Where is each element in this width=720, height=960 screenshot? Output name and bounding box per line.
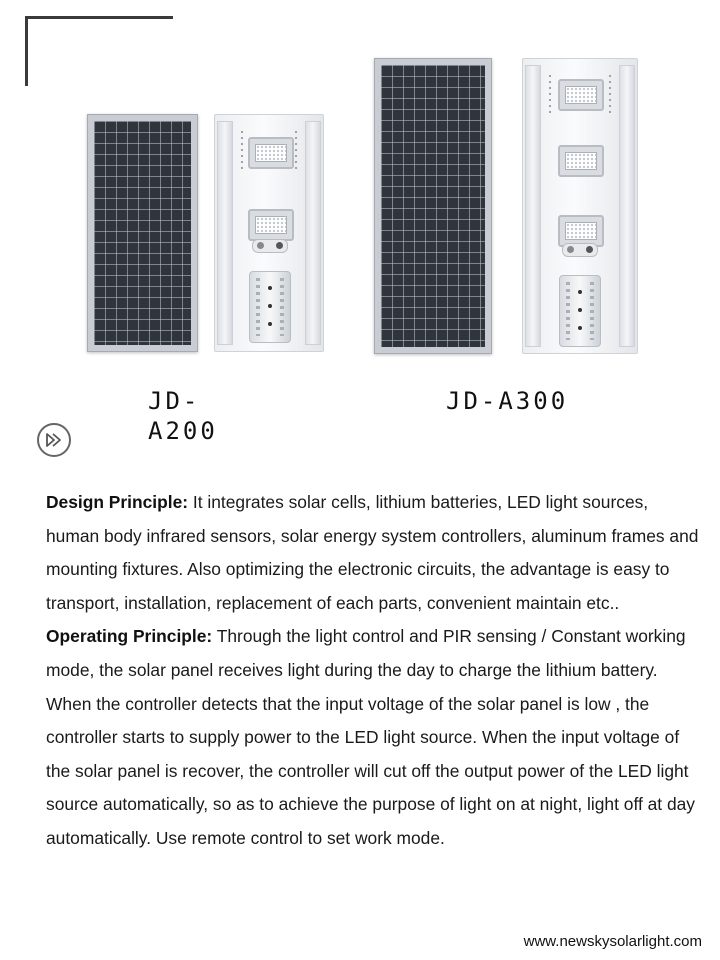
pir-sensor-icon: [562, 243, 598, 257]
operating-principle-paragraph: [46, 620, 706, 855]
led-module-icon: [248, 209, 294, 241]
design-principle-heading: Design Principle:: [46, 492, 189, 512]
model-label-line: JD-A300: [446, 387, 569, 415]
lamp-housing-image: [522, 58, 638, 354]
mounting-bracket-icon: [249, 271, 291, 343]
led-module-icon: [558, 145, 604, 177]
description-text: [46, 486, 706, 856]
mounting-bracket-icon: [559, 275, 601, 347]
model-label-line: A200: [148, 417, 218, 445]
solar-panel-image: [87, 114, 198, 352]
website-url: www.newskysolarlight.com: [523, 933, 702, 950]
model-label-line: JD-: [148, 387, 201, 415]
lamp-housing-image: [214, 114, 324, 352]
operating-principle-heading: Operating Principle:: [46, 626, 213, 647]
model-label-jd-a300: [446, 386, 568, 416]
corner-frame-left: [25, 16, 28, 86]
led-module-icon: [248, 137, 294, 169]
model-label-jd-a200: [148, 386, 218, 446]
design-principle-paragraph: [46, 486, 706, 620]
play-circle-icon[interactable]: [37, 423, 71, 457]
pir-sensor-icon: [252, 239, 288, 253]
operating-principle-text: Through the light control and PIR sensing / Constant working mode, the solar panel receives light during the day to charge the lithium battery. When the controller detects that the input voltage of the solar panel is low , the controller starts to supply power to the LED light source. When the input voltage of the solar panel is recover, the controller will cut off the output power of the LED light source automatically, so as to achieve the purpose of light on at night, light off at day automatically. Use remote control to set work mode.: [46, 626, 695, 848]
corner-frame-top: [25, 16, 173, 19]
led-module-icon: [558, 79, 604, 111]
solar-panel-image: [374, 58, 492, 354]
design-principle-text: It integrates solar cells, lithium batteries, LED light sources, human body infrared sensors, solar energy system controllers, aluminum frames and mounting fixtures. Also optimizing the electronic circuits, the advantage is easy to transport, installation, replacement of each parts, convenient maintain etc..: [46, 492, 699, 613]
